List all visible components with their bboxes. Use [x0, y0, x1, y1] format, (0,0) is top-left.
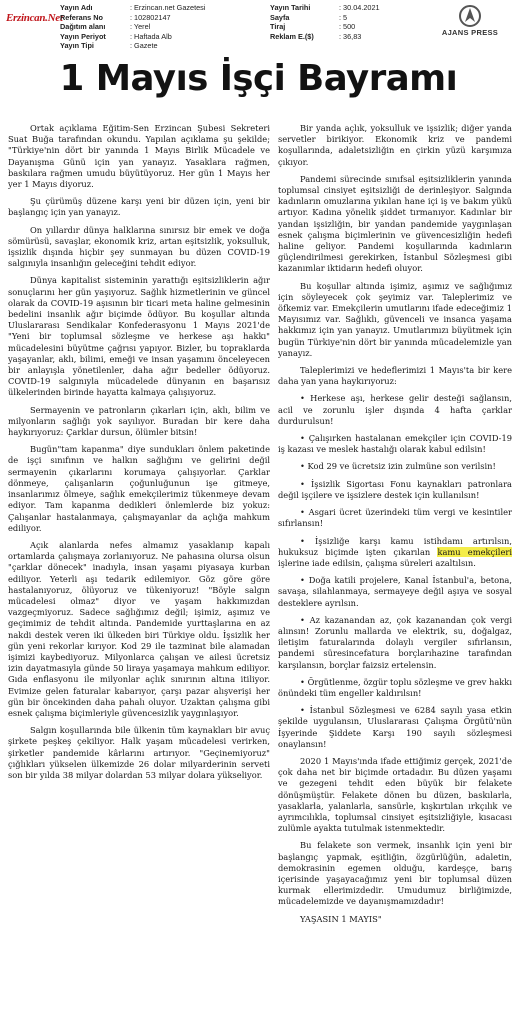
meta-key: Yayın Tipi	[60, 41, 94, 51]
demand-item-highlighted	[278, 536, 512, 570]
paragraph: Bugün"tam kapanma" diye sundukları önlem paketinde de işçi sınıfının ve halkın sağlığını ve gelirini değil sermayenin çıkarlarını korumaya çalışıyorlar. Çarklar dönmeye, çalışanların çoğunluğunun işe gitmeye, insanlarımız ölmeye, sağlık emekçilerimiz tükenmeye devam ediyor. Tam kapanma dedikleri önlemlerde biz yokuz: Çalışanlar hastalanmaya, çalışmayanlar da açlığa mahkum ediliyor.	[8, 444, 270, 533]
agency-logo	[430, 4, 510, 44]
paragraph: Şu çürümüş düzene karşı yeni bir düzen için, yeni bir başlangıç için yan yanayız.	[8, 196, 270, 218]
meta-key: Yayın Tarihi	[270, 3, 311, 12]
meta-key: Referans No	[60, 12, 103, 22]
demand-text: işlerine iade edilsin, çalışma süreleri azaltılsın.	[278, 557, 476, 568]
paragraph: Salgın koşullarında bile ülkenin tüm kaynakları bir avuç şirkete peşkeş çekiliyor. Halk yaşam mücadelesi verirken, şirketler pandemide kârlarını artırıyor. "Geçinemiyoruz" çığlıkları yükselen ülkemizde 26 dolar milyarderinin serveti son bir yılda 38 milyar dolardan 53 milyar dolara yükseliyor.	[8, 725, 270, 780]
meta-key: Reklam E.($)	[270, 31, 314, 41]
paragraph: Sermayenin ve patronların çıkarları için, aklı, bilim ve milyonların sağlığı yok sayılıyor. Buradan bir kere daha haykırıyoruz: Çarklar dursun, ölümler bitsin!	[8, 404, 270, 438]
demand-text: • İşsizliğe karşı kamu istihdamı artırılsın, hukuksuz biçimde işten çıkarılan	[278, 535, 512, 557]
meta-value: : 30.04.2021	[339, 3, 380, 12]
agency-emblem-icon	[458, 4, 482, 28]
meta-value: : Erzincan.net Gazetesi	[130, 3, 206, 12]
meta-value: : Haftada Alb	[130, 31, 172, 41]
meta-right-values	[339, 3, 419, 41]
demand-item: • Az kazanandan az, çok kazanandan çok vergi alınsın! Zorunlu mallarda ve elektrik, su, doğalgaz, iletişim faturalarında dolaylı vergiler sıfırlansın, pandemi süresincefatura borçlarıhazine tarafından karşılansın, borçlar faizsiz ertelensin.	[278, 614, 512, 670]
demand-item: • Herkese aşı, herkese gelir desteği sağlansın, acil ve zorunlu işler dışında 4 hafta çarklar durdurulsun!	[278, 393, 512, 426]
agency-name: AJANS PRESS	[441, 28, 499, 37]
meta-key: Sayfa	[270, 12, 290, 22]
demand-item: • Kod 29 ve ücretsiz izin zulmüne son verilsin!	[300, 461, 496, 472]
paragraph: On yıllardır dünya halklarına sınırsız bir emek ve doğa sömürüsü, savaşlar, ekonomik kriz, artan eşitsizlik, yoksulluk, işsizlik dışında hiçbir şey sunmayan bu düzen COVID-19 salgınıyla insanlığın geleceğini tehdit ediyor.	[8, 224, 270, 269]
paragraph: Açık alanlarda nefes almamız yasaklanıp kapalı ortamlarda çalışmaya zorlanıyoruz. Ne pahasına olursa olsun "çarklar dönecek" inadıyla, insan yaşamı piyasaya kurban ediliyor. Yeterli aşı tedarik edilemiyor. Göz göre göre hastalanıyoruz, ölüyoruz ve tükeniyoruz! "Böyle salgın mücadelesi olmaz" diyor ve yaşam hakkımızdan vazgeçmiyoruz. Sadece sağlığımız değil; işimiz, aşımız ve geçimimiz de tehdit altında. Pandemide yurttaşlarına en az nakdi destek veren iki ülkeden biri Türkiye oldu. İşsizlik her gün yeni rekorlar kırıyor. Kod 29 ile tazminat bile alamadan işimizi kaybediyoruz. Milyonlarca çalışan ve ailesi ücretsiz izin dayatmasıyla günde 50 liraya yaşamaya mahkum ediliyor. Gıda enflasyonu ile milyonlar açlık sınırının altına itiliyor. Evimize gelen faturalar kabarıyor, çarşı pazar alışverişi her gün bir öncekinden daha pahalı oluyor. Uzaktan çalışma gibi esnek çalışma biçimleriyle güvencesizlik yaygınlaşıyor.	[8, 539, 270, 718]
paragraph: Dünya kapitalist sisteminin yarattığı eşitsizliklerin ağır sonuçlarını her gün yaşıyoruz. Sağlık hizmetlerinin ve güncel olarak da COVID-19 aşısının bir ticari meta haline gelmesinin bedelini insanlık ağır biçimde ödüyor. Bu koşullar altında Uluslararası Sendikalar Konfederasyonu 1 Mayıs 2021'de "Yeni bir toplumsal sözleşme ve herkese aşı hakkı" mücadelesini büyütme çağrısı yapıyor. Bizler, bu topraklarda yaşayanlar, aklı, bilimi, emeği ve insan yaşamını önceleyecen bir anlayışla yönetilenler, daha ağır bedeller ödüyoruz. COVID-19 salgınıyla mücadelede dünyanın en başarısız ülkelerinden birinde hayatta kalmaya çalışıyoruz.	[8, 275, 270, 398]
meta-left-values	[130, 3, 270, 51]
paragraph: Ortak açıklama Eğitim-Sen Erzincan Şubesi Sekreteri Suat Buğa tarafından okundu. Yapılan açıklama şu şekilde; "Türkiye'nin dört bir yanında 1 Mayıs Birlik Mücadele ve Dayanışma Günü için yan yanayız. Yasaklara rağmen, baskılara rağmen umudu büyütüyoruz. Her gün 1 Mayıs her yer 1 Mayıs diyoruz.	[8, 123, 270, 190]
meta-value: : 36,83	[339, 31, 362, 41]
meta-value: : 102802147	[130, 12, 171, 22]
demand-item: • İşsizlik Sigortası Fonu kaynakları patronlara değil işçilere ve işsizlere destek için kullanılsın!	[278, 478, 512, 500]
paragraph: Bir yanda açlık, yoksulluk ve işsizlik; diğer yanda servetler birikiyor. Ekonomik kriz ve pandemi koşullarında, adaletsizliğin en çirkin yüzü karşımıza çıkıyor.	[278, 123, 512, 167]
paragraph: Bu koşullar altında işimiz, aşımız ve sağlığımız için söyleyecek çok şeyimiz var. Taleplerimiz ve öfkemiz var. Emekçilerin umutlarını ifade edeceğimiz 1 Mayısımız var. Sağlıklı, güvenceli ve insanca yaşama hakkımız için yan yanayız. Umutlarımızı büyütmek için bugün Türkiye'nin dört bir yanında mücadelemizle yan yanayız.	[278, 280, 512, 358]
closing-line: YAŞASIN 1 MAYIS"	[300, 913, 382, 924]
demand-item: • Çalışırken hastalanan emekçiler için COVID-19 iş kazası ve meslek hastalığı olarak kabul edilsin!	[278, 433, 512, 455]
article-title: 1 Mayıs İşçi Bayramı	[59, 58, 458, 99]
demand-item: • Doğa katili projelere, Kanal İstanbul'a, betona, savaşa, silahlanmaya, sermayeye değil aşıya ve sosyal desteklere ayrılsın.	[278, 575, 512, 608]
meta-key: Tiraj	[270, 22, 286, 32]
paragraph: Pandemi sürecinde sınıfsal eşitsizliklerin yanında toplumsal cinsiyet eşitsizliği de derinleşiyor. Salgında kadınların omuzlarına yıkılan hane içi iş ve bakım yükü artıyor. Kadına yönelik şiddet tırmanıyor. Kadınlar bir yandan işsizliğin, bir yandan pandemide yaygınlaşan esnek çalışma biçimlerinin ve güvencesizliğin hedefi haline geliyor. Pandemi koşullarında kadınların güçlendirilmesi gerekirken, İstanbul Sözleşmesi gibi kazanımlar iktidarın hedefi oluyor.	[278, 173, 512, 274]
meta-key: Dağıtım alanı	[60, 22, 106, 32]
meta-value: : 500	[339, 22, 356, 32]
highlighted-keyword: kamu emekçileri	[437, 546, 512, 557]
demand-item: • Asgari ücret üzerindeki tüm vergi ve kesintiler sıfırlansın!	[278, 507, 512, 529]
paragraph: Taleplerimizi ve hedeflerimizi 1 Mayıs'ta bir kere daha yan yana haykırıyoruz:	[278, 365, 512, 387]
meta-value: : Gazete	[130, 41, 158, 51]
meta-left-keys	[60, 3, 130, 51]
meta-value: : Yerel	[130, 22, 151, 32]
press-clipping-header	[0, 0, 517, 52]
paragraph: Bu felakete son vermek, insanlık için yeni bir başlangıç yapmak, eşitliğin, özgürlüğün, adaletin, demokrasinin egemen olduğu, kardeşçe, barış içerisinde yaşayacağımız yeni bir toplumsal düzen kurmak ellerimizdedir. Umudumuz birliğimizde, mücadelemizde ve dayanışmamızdadır!	[278, 840, 512, 907]
article-column-right	[278, 123, 512, 931]
meta-right-keys	[270, 3, 340, 41]
paragraph: 2020 1 Mayıs'ında ifade ettiğimiz gerçek, 2021'de çok daha net bir biçimde ortadadır. Bu düzen yaşamı ve gezegeni tehdit eden büyük bir felakete dönüşmüştür. Felakete dönen bu düzen, baskılarla, yasaklarla, yalanlarla, sansürle, kışkırtılan ırkçılık ve ayrımcılıkla, toplumsal cinsiyet eşitsizliğiyle, kısacası zulümle ayakta tutulmak istenmektedir.	[278, 755, 512, 834]
article-column-left	[8, 123, 270, 787]
publication-logo	[6, 6, 63, 24]
meta-key: Yayın Adı	[60, 3, 93, 12]
meta-key: Yayın Periyot	[60, 31, 106, 41]
logo-text: Erzincan.Net	[6, 12, 63, 24]
demand-item: • İstanbul Sözleşmesi ve 6284 sayılı yasa etkin şekilde uygulansın, Uluslararası Çalışma Örgütü'nün İşyerinde Şiddete Karşı 190 sayılı sözleşmesi onaylansın!	[278, 705, 512, 749]
demand-item: • Örgütlenme, özgür toplu sözleşme ve grev hakkı önündeki tüm engeller kaldırılsın!	[278, 676, 512, 698]
meta-value: : 5	[339, 12, 348, 22]
